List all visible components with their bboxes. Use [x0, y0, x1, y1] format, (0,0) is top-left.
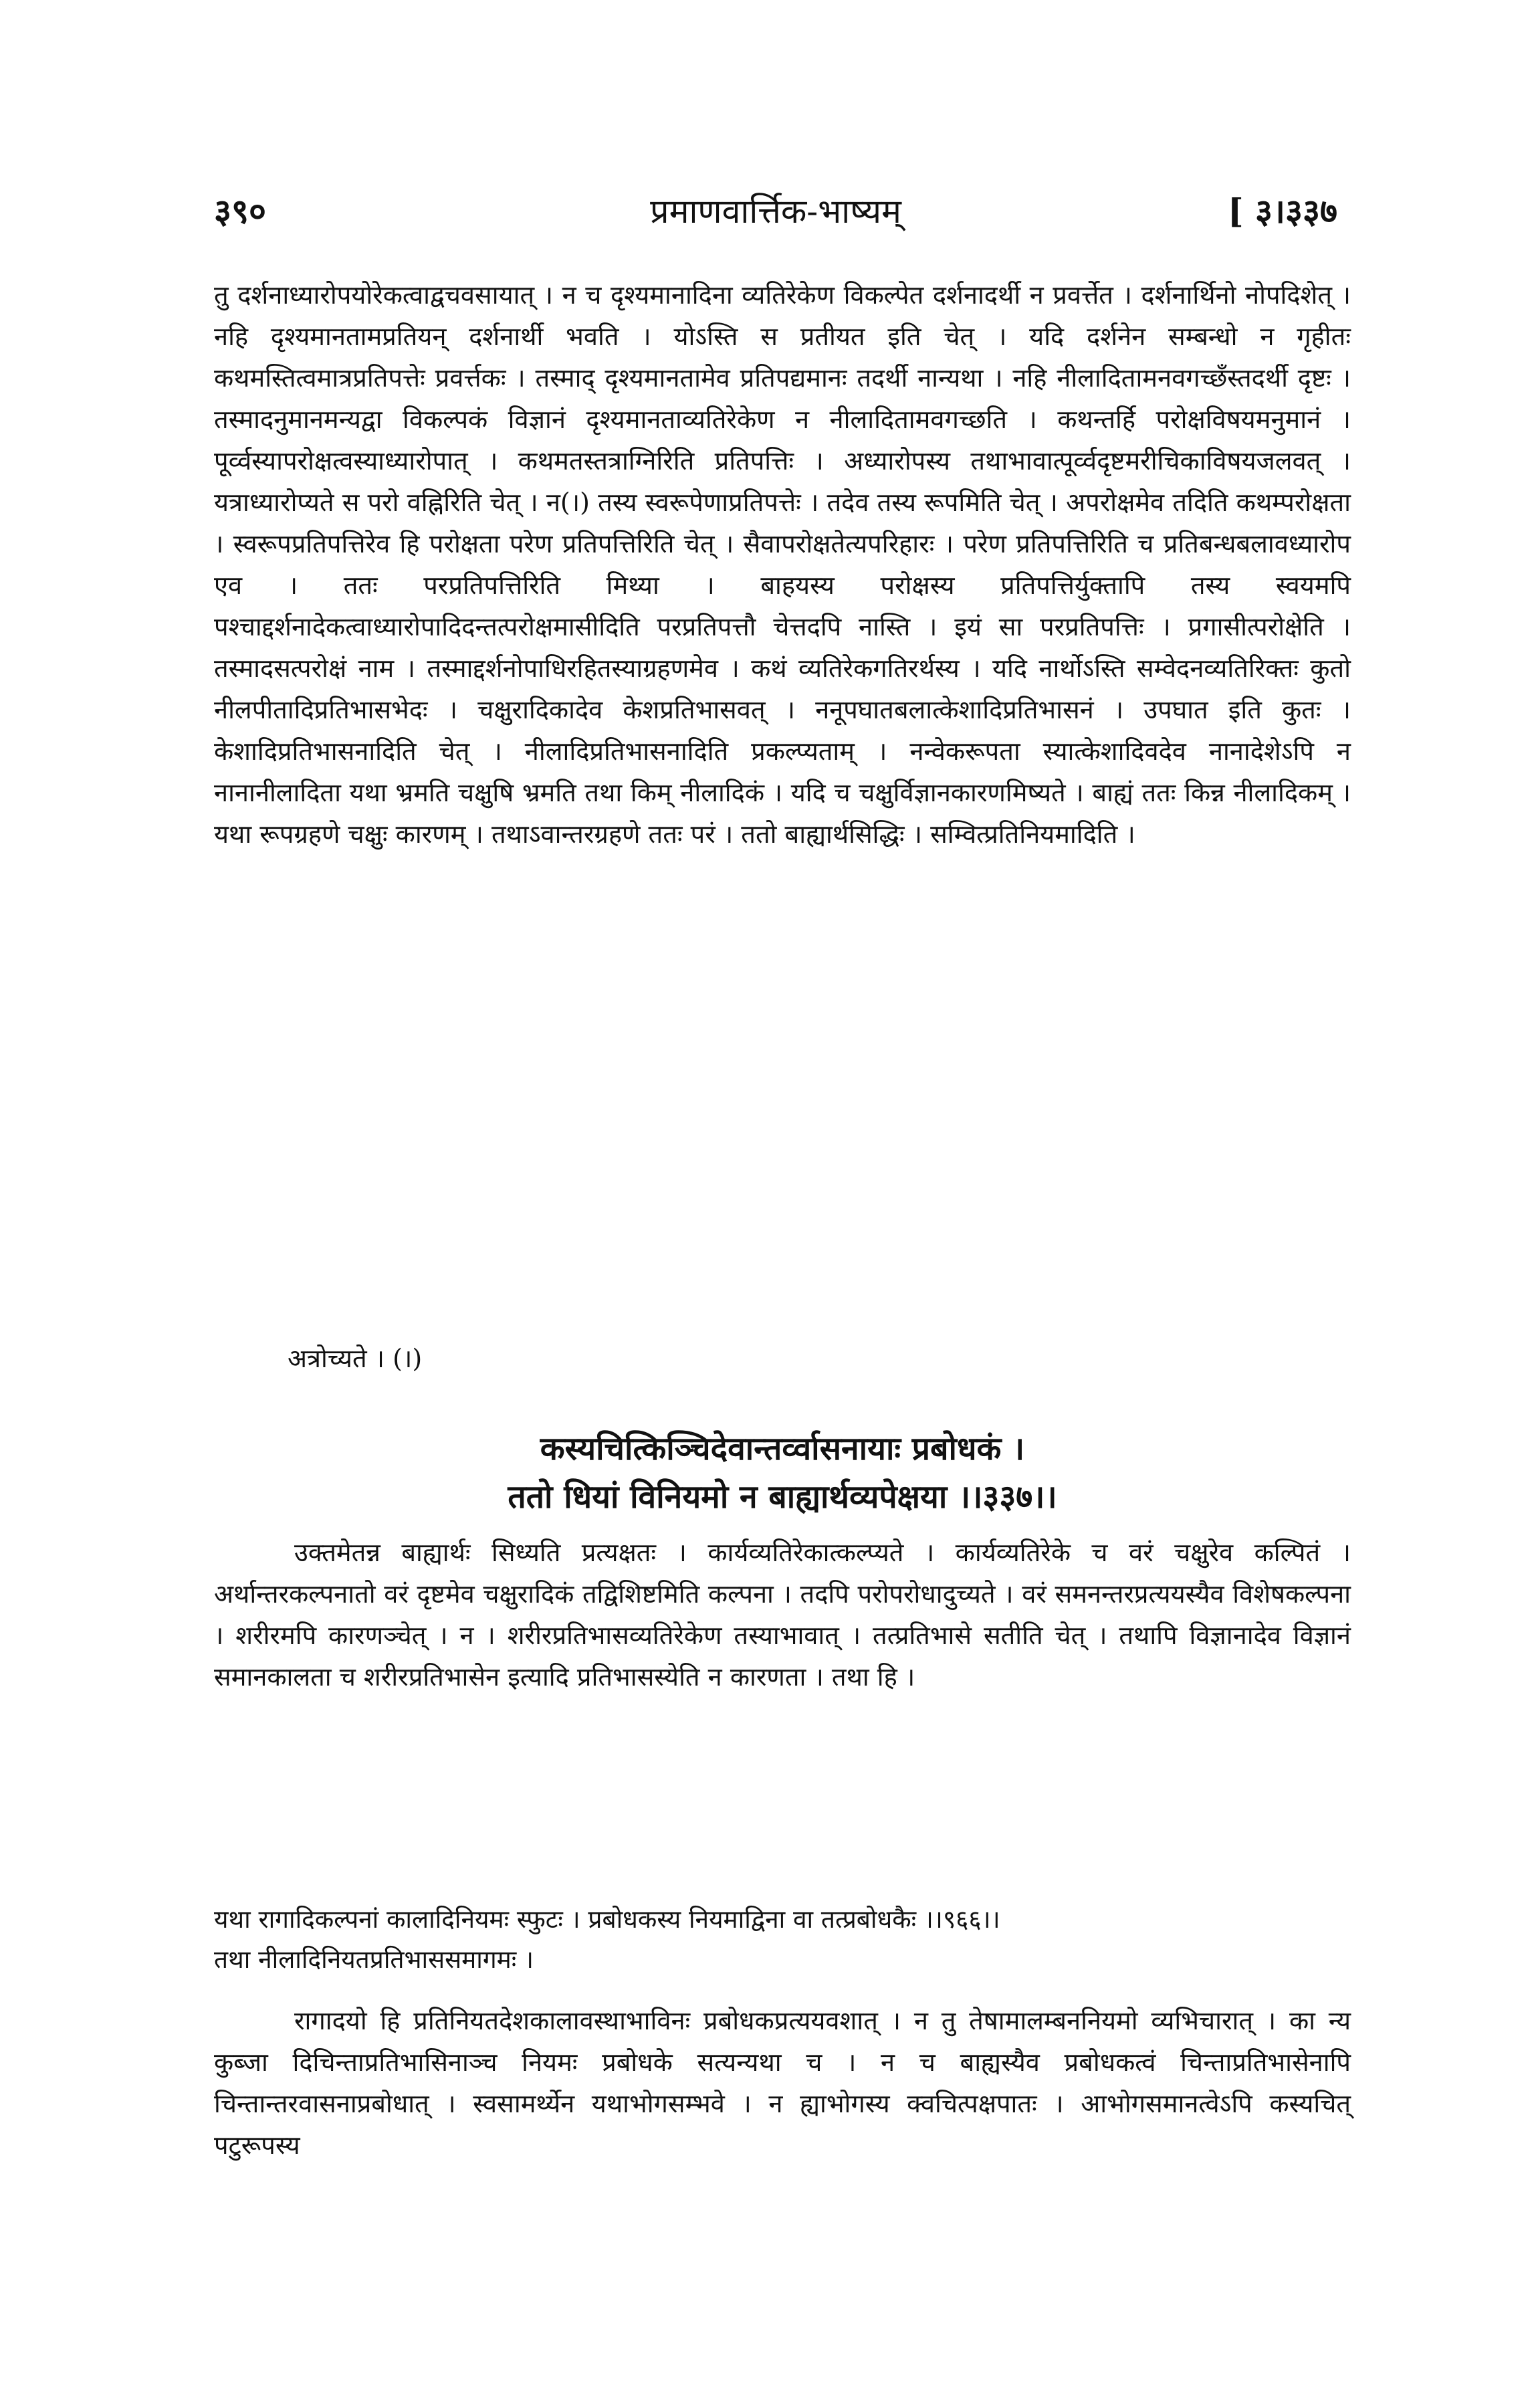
- page-header: [214, 187, 1337, 254]
- commentary-block-1: [214, 274, 1351, 855]
- commentary-block-3: [214, 2000, 1351, 2166]
- paragraph: रागादयो हि प्रतिनियतदेशकालावस्थाभाविनः प्रबोधकप्रत्ययवशात् । न तु तेषामालम्बननियमो व्यभिचारात् । का न्य कुब्जा दिचिन्ताप्रतिभासिनाञ्च नियमः प्रबोधके सत्यन्यथा च । न च बाह्यस्यैव प्रबोधकत्वं चिन्ताप्रतिभासेनापि चिन्तान्तरवासनाप्रबोधात् । स्वसामर्थ्येन यथाभोगसम्भवे । न ह्याभोगस्य क्वचित्पक्षपातः । आभोगसमानत्वेऽपि कस्यचित् पटुरूपस्य: [214, 2006, 1351, 2160]
- page-number: ३९०: [214, 191, 266, 231]
- paragraph: उक्तमेतन्न बाह्यार्थः सिध्यति प्रत्यक्षतः । कार्यव्यतिरेकात्कल्प्यते । कार्यव्यतिरेके च वरं चक्षुरेव कल्पितं । अर्थान्तरकल्पनातो वरं दृष्टमेव चक्षुरादिकं तद्विशिष्टमिति कल्पना । तदपि परोपरोधादुच्यते । वरं समनन्तरप्रत्ययस्यैव विशेषकल्पना । शरीरमपि कारणञ्चेत् । न । शरीरप्रतिभासव्यतिरेकेण तस्याभावात् । तत्प्रतिभासे सतीति चेत् । तथापि विज्ञानादेव विज्ञानं समानकालता च शरीरप्रतिभासेन इत्यादि प्रतिभासस्येति न कारणता । तथा हि ।: [214, 1538, 1351, 1692]
- paragraph: अत्रोच्यते । (।): [288, 1344, 423, 1373]
- verse-337: [214, 1425, 1351, 1521]
- verse2-line-2: तथा नीलादिनियतप्रतिभाससमागमः ।: [214, 1945, 534, 1974]
- verse-line-1: कस्यचित्किञ्चिदेवान्तर्व्वासनायाः प्रबोधकं ।: [540, 1430, 1025, 1468]
- commentary-block-2: [214, 1532, 1351, 1698]
- verse-966: [214, 1900, 1351, 1980]
- running-title: प्रमाणवार्त्तिक-भाष्यम्: [650, 192, 901, 231]
- section-reference: [ ३।३३७: [1227, 191, 1337, 231]
- commentary-intro: [288, 1338, 1351, 1379]
- paragraph: तु दर्शनाध्यारोपयोरेकत्वाद्वचवसायात् । न च दृश्यमानादिना व्यतिरेकेण विकल्पेत दर्शनादर्थी न प्रवर्त्तेत । दर्शनार्थिनो नोपदिशेत् । नहि दृश्यमानतामप्रतियन् दर्शनार्थी भवति । योऽस्ति स प्रतीयत इति चेत् । यदि दर्शनेन सम्बन्धो न गृहीतः कथमस्तित्वमात्रप्रतिपत्तेः प्रवर्त्तकः । तस्माद् दृश्यमानतामेव प्रतिपद्यमानः तदर्थी नान्यथा । नहि नीलादितामनवगच्छँस्तदर्थी दृष्टः । तस्मादनुमानमन्यद्वा विकल्पकं विज्ञानं दृश्यमानताव्यतिरेकेण न नीलादितामवगच्छति । कथन्तर्हि परोक्षविषयमनुमानं । पूर्व्वस्यापरोक्षत्वस्याध्यारोपात् । कथमतस्तत्राग्निरिति प्रतिपत्तिः । अध्यारोपस्य तथाभावात्पूर्व्वदृष्टमरीचिकाविषयजलवत् । यत्राध्यारोप्यते स परो वह्निरिति चेत् । न(।) तस्य स्वरूपेणाप्रतिपत्तेः । तदेव तस्य रूपमिति चेत् । अपरोक्षमेव तदिति कथम्परोक्षता । स्वरूपप्रतिपत्तिरेव हि परोक्षता परेण प्रतिपत्तिरिति चेत् । सैवापरोक्षतेत्यपरिहारः । परेण प्रतिपत्तिरिति च प्रतिबन्धबलावध्यारोप एव । ततः परप्रतिपत्तिरिति मिथ्या । बाहयस्य परोक्षस्य प्रतिपत्तिर्युक्तापि तस्य स्वयमपि पश्चाद्दर्शनादेकत्वाध्यारोपादिदन्तत्परोक्षमासीदिति परप्रतिपत्तौ चेत्तदपि नास्ति । इयं सा परप्रतिपत्तिः । प्रगासीत्परोक्षेति । तस्मादसत्परोक्षं नाम । तस्माद्दर्शनोपाधिरहितस्याग्रहणमेव । कथं व्यतिरेकगतिरर्थस्य । यदि नार्थोऽस्ति सम्वेदनव्यतिरिक्तः कुतो नीलपीतादिप्रतिभासभेदः । चक्षुरादिकादेव केशप्रतिभासवत् । ननूपघातबलात्केशादिप्रतिभासनं । उपघात इति कुतः । केशादिप्रतिभासनादिति चेत् । नीलादिप्रतिभासनादिति प्रकल्प्यताम् । नन्वेकरूपता स्यात्केशादिवदेव नानादेशेऽपि न नानानीलादिता यथा भ्रमति चक्षुषि भ्रमति तथा किम् नीलादिकं । यदि च चक्षुर्विज्ञानकारणमिष्यते । बाह्यं ततः किन्न नीलादिकम् । यथा रूपग्रहणे चक्षुः कारणम् । तथाऽवान्तरग्रहणे ततः परं । ततो बाह्यार्थसिद्धिः । सम्वित्प्रतिनियमादिति ।: [214, 280, 1351, 849]
- verse2-line-1: यथा रागादिकल्पनां कालादिनियमः स्फुटः । प्रबोधकस्य नियमाद्विना वा तत्प्रबोधकैः ।।९६६।।: [214, 1905, 1000, 1934]
- verse-line-2: ततो धियां विनियमो न बाह्यार्थव्यपेक्षया ।।३३७।।: [508, 1478, 1057, 1516]
